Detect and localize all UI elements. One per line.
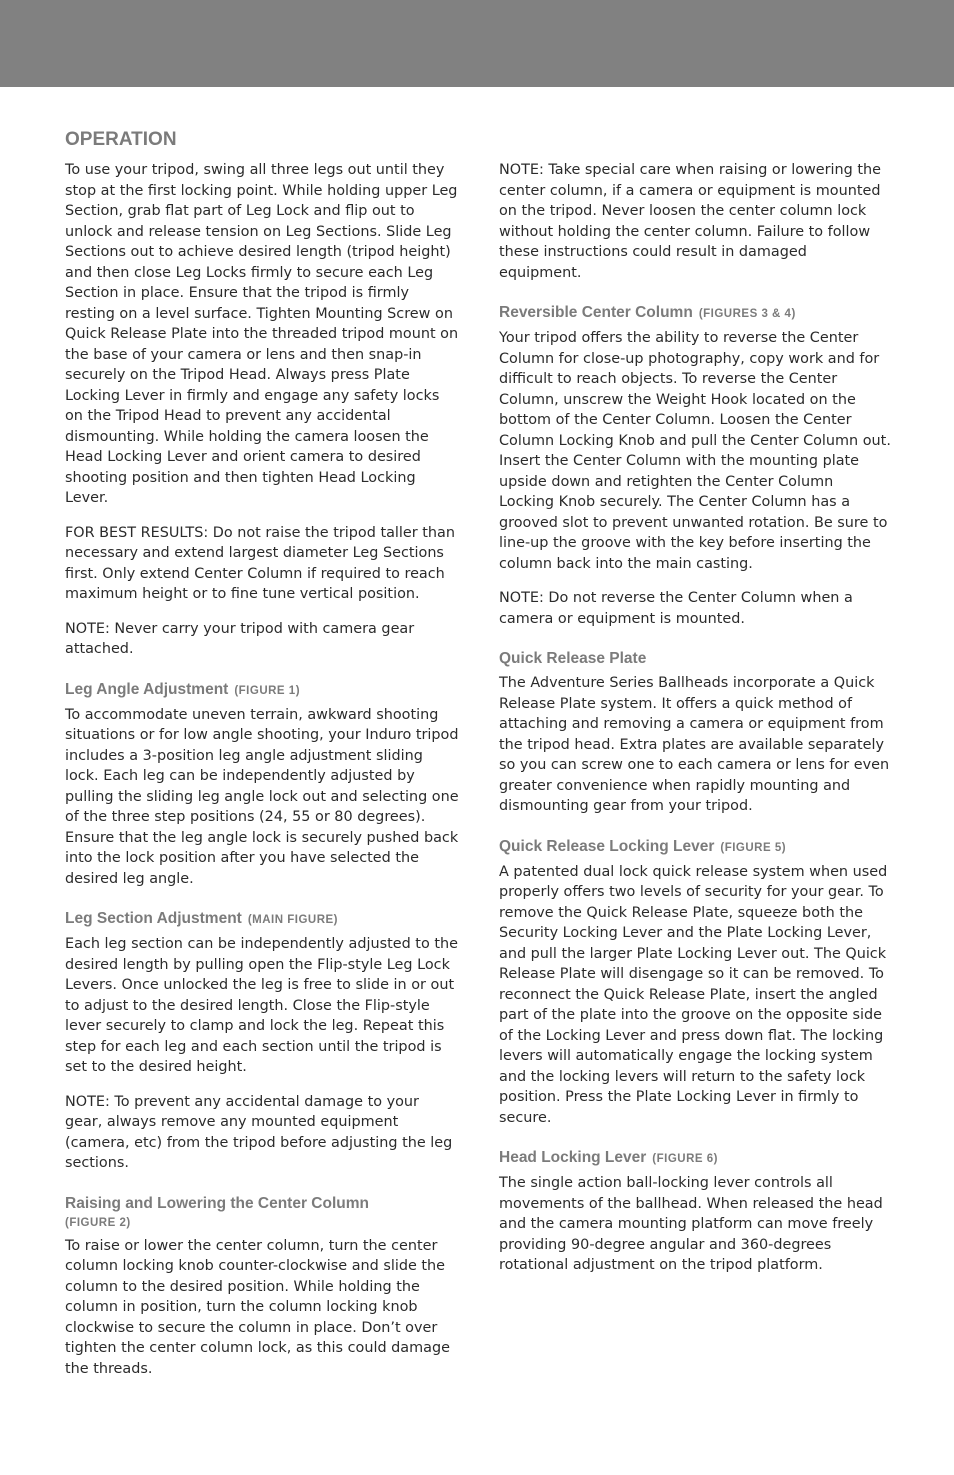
- left-column: [65, 128, 459, 1393]
- center-column-heading: [65, 1194, 459, 1232]
- reversible-note: NOTE: Do not reverse the Center Column when a camera or equipment is mounted.: [499, 590, 853, 627]
- head-locking-lever-heading: [499, 1148, 891, 1169]
- head-locking-lever-figure-ref: (FIGURE 6): [652, 1153, 718, 1165]
- header-band: [0, 0, 954, 87]
- leg-section-note: NOTE: To prevent any accidental damage to your gear, always remove any mounted equipment (camera, etc) from the tripod before adjusting the leg sections.: [65, 1093, 453, 1171]
- best-results-paragraph: FOR BEST RESULTS: Do not raise the tripod taller than necessary and extend largest diameter Leg Sections first. Only extend Center Column if required to reach maximum height or to fine tune vertical position.: [65, 524, 455, 602]
- carry-note: NOTE: Never carry your tripod with camera gear attached.: [65, 620, 415, 657]
- leg-angle-heading: [65, 680, 459, 701]
- leg-section-body: Each leg section can be independently adjusted to the desired length by pulling open the Flip-style Leg Lock Levers. Once unlocked the leg is free to slide in or out to adjust to the desired length. Close the Flip-style lever securely to clamp and lock the leg. Repeat this step for each leg and each section until the tripod is set to the desired height.: [65, 936, 458, 1075]
- reversible-heading: [499, 303, 891, 324]
- center-column-title: Raising and Lowering the Center Column: [65, 1194, 369, 1212]
- reversible-title: Reversible Center Column: [499, 304, 693, 321]
- reversible-figure-ref: (FIGURES 3 & 4): [698, 308, 796, 320]
- quick-release-plate-body: The Adventure Series Ballheads incorporate a Quick Release Plate system. It offers a quick method of attaching and removing a camera or equipment from the tripod head. Extra plates are available separately so you can screw one to each camera or lens for even greater convenience when rapidly mounting and dismounting gear from your tripod.: [499, 675, 890, 814]
- qr-locking-lever-body: A patented dual lock quick release system when used properly offers two levels of security for your gear. To remove the Quick Release Plate, squeeze both the Security Locking Lever and the Plate Locking Lever, and pull the larger Plate Locking Lever out. The Quick Release Plate will disengage so it can be removed. To reconnect the Quick Release Plate, insert the angled part of the plate into the groove on the opposite side of the Locking Lever and press down flat. The locking levers will automatically engage the locking system and the locking levers will return to the safety lock position. Press the Plate Locking Lever in firmly to secure.: [499, 863, 888, 1126]
- head-locking-lever-body: The single action ball-locking lever controls all movements of the ballhead. When released the head and the camera mounting platform can move freely providing 90-degree angular and 360-degrees rotational adjustment on the tripod platform.: [499, 1175, 883, 1273]
- leg-angle-figure-ref: (FIGURE 1): [234, 684, 301, 697]
- leg-section-figure-ref: (MAIN FIGURE): [247, 914, 339, 926]
- head-locking-lever-title: Head Locking Lever: [499, 1149, 647, 1166]
- qr-locking-lever-heading: [499, 837, 891, 858]
- quick-release-plate-heading: [499, 649, 891, 669]
- quick-release-plate-title: Quick Release Plate: [499, 650, 647, 667]
- intro-paragraph: To use your tripod, swing all three legs out until they stop at the first locking point. While holding upper Leg Section, grab flat part of Leg Lock and flip out to unlock and release tension on Leg Sections. Slide Leg Sections out to achieve desired length (tripod height) and then close Leg Locks firmly to secure each Leg Section in place. Ensure that the tripod is firmly resting on a level surface. Tighten Mounting Screw on Quick Release Plate into the threaded tripod mount on the base of your camera or lens and then snap-in securely on the Tripod Head. Always press Plate Locking Lever in firmly and engage any safety locks on the Tripod Head to prevent any accidental dismounting. While holding the camera loosen the Head Locking Lever and orient camera to desired shooting position and then tighten Head Locking Lever.: [65, 162, 459, 506]
- leg-section-title: Leg Section Adjustment: [65, 910, 242, 927]
- center-column-figure-ref: (FIGURE 2): [65, 1216, 131, 1229]
- right-column: [499, 160, 891, 1290]
- section-title: OPERATION: [65, 129, 177, 150]
- reversible-body: Your tripod offers the ability to reverse the Center Column for close-up photography, copy work and for difficult to reach objects. To reverse the Center Column, unscrew the Weight Hook located on the bottom of the Center Column. Loosen the Center Column Locking Knob and pull the Center Column out. Insert the Center Column with the mounting plate upside down and retighten the Center Column Locking Knob securely. The Center Column has a grooved slot to prevent unwanted rotation. Be sure to line-up the groove with the key before inserting the column back into the main casting.: [499, 330, 891, 572]
- leg-angle-title: Leg Angle Adjustment: [65, 680, 229, 698]
- center-column-body: To raise or lower the center column, turn the center column locking knob counter-clockwise and slide the column to the desired position. While holding the column in position, turn the column locking knob clockwise to secure the column in place. Don’t over tighten the center column lock, as this could damage the threads.: [65, 1237, 450, 1377]
- qr-locking-lever-title: Quick Release Locking Lever: [499, 837, 715, 855]
- leg-angle-body: To accommodate uneven terrain, awkward shooting situations or for low angle shooting, your Induro tripod includes a 3-position leg angle adjustment sliding lock. Each leg can be independently adjusted by pulling the sliding leg angle lock out and selecting one of the three step positions (24, 55 or 80 degrees). Ensure that the leg angle lock is securely pushed back into the lock position after you have selected the desired leg angle.: [65, 706, 459, 887]
- qr-locking-lever-figure-ref: (FIGURE 5): [720, 841, 787, 854]
- center-column-note: NOTE: Take special care when raising or lowering the center column, if a camera or equipment is mounted on the tripod. Never loosen the center column lock without holding the center column. Failure to follow these instructions could result in damaged equipment.: [499, 162, 881, 281]
- leg-section-heading: [65, 909, 459, 930]
